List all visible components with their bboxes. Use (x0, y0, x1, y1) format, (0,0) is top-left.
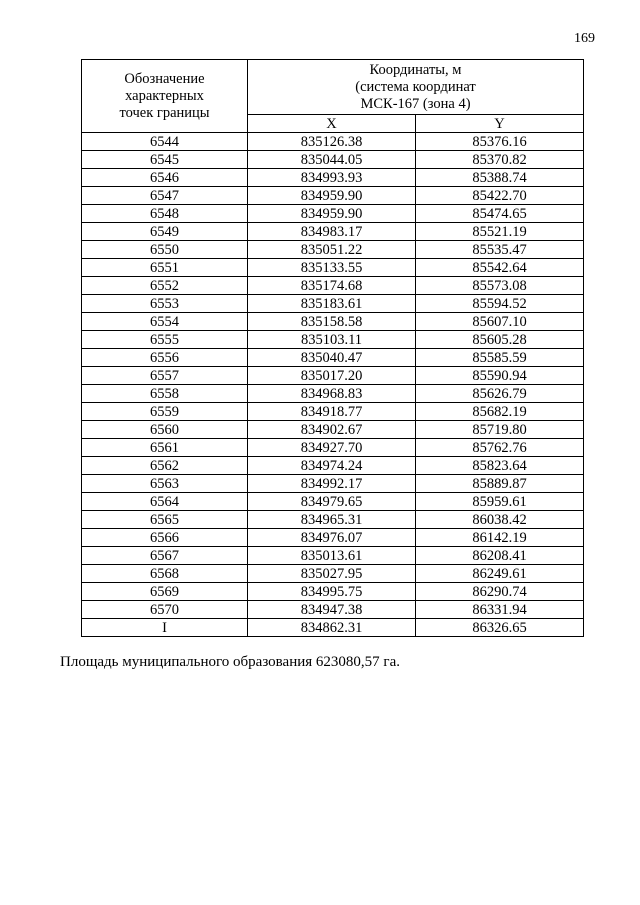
cell-point-id: 6545 (82, 151, 248, 169)
cell-point-id: 6557 (82, 367, 248, 385)
cell-x: 834902.67 (248, 421, 416, 439)
cell-y: 85474.65 (416, 205, 584, 223)
cell-y: 85626.79 (416, 385, 584, 403)
cell-point-id: 6555 (82, 331, 248, 349)
cell-y: 85719.80 (416, 421, 584, 439)
cell-y: 86208.41 (416, 547, 584, 565)
cell-y: 85823.64 (416, 457, 584, 475)
cell-point-id: I (82, 619, 248, 637)
table-row (82, 151, 584, 169)
coordinates-table (81, 59, 584, 637)
header-y: Y (416, 115, 584, 133)
table-row (82, 169, 584, 187)
cell-x: 834918.77 (248, 403, 416, 421)
table-row (82, 349, 584, 367)
table-row (82, 493, 584, 511)
cell-y: 85376.16 (416, 133, 584, 151)
cell-y: 85594.52 (416, 295, 584, 313)
cell-point-id: 6544 (82, 133, 248, 151)
cell-point-id: 6560 (82, 421, 248, 439)
cell-y: 85388.74 (416, 169, 584, 187)
cell-x: 834965.31 (248, 511, 416, 529)
table-row (82, 403, 584, 421)
cell-y: 86249.61 (416, 565, 584, 583)
table-row (82, 439, 584, 457)
table-row (82, 313, 584, 331)
cell-y: 85605.28 (416, 331, 584, 349)
cell-x: 834947.38 (248, 601, 416, 619)
cell-y: 85370.82 (416, 151, 584, 169)
cell-point-id: 6559 (82, 403, 248, 421)
cell-x: 834992.17 (248, 475, 416, 493)
table-row (82, 385, 584, 403)
table-row (82, 259, 584, 277)
table-row (82, 367, 584, 385)
cell-x: 834959.90 (248, 205, 416, 223)
cell-x: 834862.31 (248, 619, 416, 637)
cell-x: 835040.47 (248, 349, 416, 367)
header-point-designation (82, 60, 248, 133)
cell-point-id: 6569 (82, 583, 248, 601)
header-coords-line-3: МСК-167 (зона 4) (360, 95, 471, 112)
table-row (82, 601, 584, 619)
table-row (82, 133, 584, 151)
table-row (82, 547, 584, 565)
table-row (82, 223, 584, 241)
cell-point-id: 6567 (82, 547, 248, 565)
cell-point-id: 6552 (82, 277, 248, 295)
cell-y: 85585.59 (416, 349, 584, 367)
cell-point-id: 6546 (82, 169, 248, 187)
cell-point-id: 6553 (82, 295, 248, 313)
cell-y: 85762.76 (416, 439, 584, 457)
table-row (82, 511, 584, 529)
cell-x: 834968.83 (248, 385, 416, 403)
cell-y: 86326.65 (416, 619, 584, 637)
cell-point-id: 6568 (82, 565, 248, 583)
cell-x: 835133.55 (248, 259, 416, 277)
cell-y: 85889.87 (416, 475, 584, 493)
cell-point-id: 6562 (82, 457, 248, 475)
cell-y: 86331.94 (416, 601, 584, 619)
cell-x: 835103.11 (248, 331, 416, 349)
header-x: X (248, 115, 416, 133)
cell-y: 85521.19 (416, 223, 584, 241)
cell-point-id: 6563 (82, 475, 248, 493)
cell-x: 835126.38 (248, 133, 416, 151)
table-row (82, 277, 584, 295)
cell-x: 835051.22 (248, 241, 416, 259)
cell-y: 85959.61 (416, 493, 584, 511)
table-row (82, 565, 584, 583)
cell-x: 834979.65 (248, 493, 416, 511)
header-point-line-2: характерных (125, 87, 204, 104)
table-row (82, 187, 584, 205)
header-coordinates (248, 60, 584, 115)
table-row (82, 619, 584, 637)
cell-point-id: 6556 (82, 349, 248, 367)
table-row (82, 475, 584, 493)
table-row (82, 295, 584, 313)
cell-x: 835017.20 (248, 367, 416, 385)
cell-point-id: 6565 (82, 511, 248, 529)
cell-x: 834974.24 (248, 457, 416, 475)
cell-point-id: 6554 (82, 313, 248, 331)
cell-y: 86142.19 (416, 529, 584, 547)
header-point-line-3: точек границы (119, 104, 210, 121)
area-note: Площадь муниципального образования 623080,57 га. (60, 654, 400, 670)
cell-y: 85542.64 (416, 259, 584, 277)
cell-y: 86038.42 (416, 511, 584, 529)
cell-y: 85682.19 (416, 403, 584, 421)
table-row (82, 529, 584, 547)
cell-x: 834983.17 (248, 223, 416, 241)
cell-x: 835174.68 (248, 277, 416, 295)
cell-point-id: 6549 (82, 223, 248, 241)
cell-x: 834995.75 (248, 583, 416, 601)
header-coords-line-1: Координаты, м (369, 61, 462, 78)
cell-x: 835183.61 (248, 295, 416, 313)
header-point-line-1: Обозначение (124, 70, 205, 87)
table-row (82, 583, 584, 601)
cell-y: 85573.08 (416, 277, 584, 295)
cell-point-id: 6561 (82, 439, 248, 457)
page-number: 169 (574, 31, 595, 46)
cell-x: 835158.58 (248, 313, 416, 331)
cell-point-id: 6558 (82, 385, 248, 403)
cell-y: 85422.70 (416, 187, 584, 205)
table-row (82, 331, 584, 349)
cell-y: 85590.94 (416, 367, 584, 385)
cell-point-id: 6548 (82, 205, 248, 223)
cell-point-id: 6547 (82, 187, 248, 205)
cell-point-id: 6566 (82, 529, 248, 547)
table-header (82, 60, 584, 133)
cell-x: 834993.93 (248, 169, 416, 187)
header-coords-line-2: (система координат (355, 78, 476, 95)
table-row (82, 241, 584, 259)
cell-x: 835013.61 (248, 547, 416, 565)
table-row (82, 205, 584, 223)
cell-y: 85607.10 (416, 313, 584, 331)
table-row (82, 421, 584, 439)
cell-y: 86290.74 (416, 583, 584, 601)
cell-x: 834959.90 (248, 187, 416, 205)
table-row (82, 457, 584, 475)
cell-x: 835027.95 (248, 565, 416, 583)
table-body (82, 133, 584, 637)
cell-point-id: 6570 (82, 601, 248, 619)
cell-y: 85535.47 (416, 241, 584, 259)
cell-x: 835044.05 (248, 151, 416, 169)
cell-point-id: 6564 (82, 493, 248, 511)
cell-x: 834927.70 (248, 439, 416, 457)
cell-point-id: 6550 (82, 241, 248, 259)
cell-x: 834976.07 (248, 529, 416, 547)
cell-point-id: 6551 (82, 259, 248, 277)
